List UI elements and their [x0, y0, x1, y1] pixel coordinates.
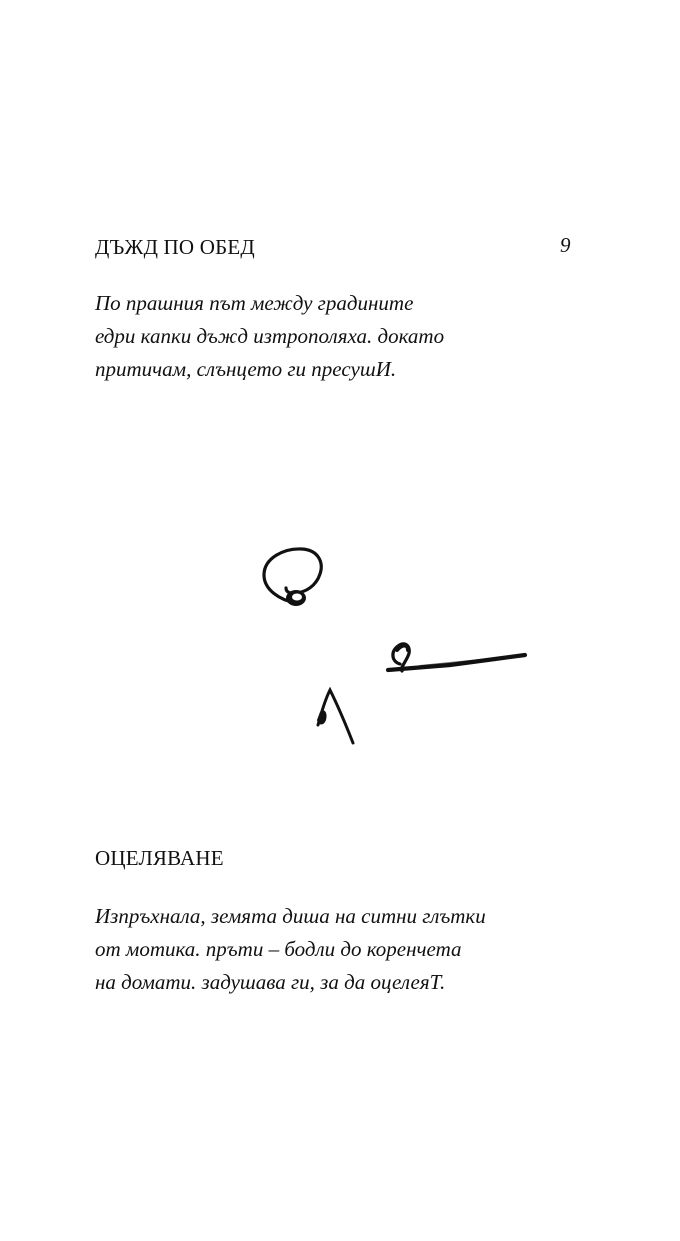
poem-line: на домати. задушава ги, за да оцелеяТ.	[95, 970, 446, 994]
poem-line: Изпръхнала, земята диша на ситни глътки	[95, 904, 486, 928]
poem-line: едри капки дъжд изтрополяха. докато	[95, 324, 445, 348]
poem-stanza-rain	[95, 287, 444, 386]
poem-title-survival: ОЦЕЛЯВАНЕ	[95, 846, 224, 870]
ink-sketch-icon	[250, 540, 540, 755]
poem-line: По прашния път между градините	[95, 291, 414, 315]
poem-line: от мотика. пръти – бодли до коренчета	[95, 937, 462, 961]
poem-line: притичам, слънцето ги пресушИ.	[95, 357, 397, 381]
poem-stanza-survival	[95, 900, 486, 999]
page-number: 9	[560, 233, 571, 257]
poem-title-rain: ДЪЖД ПО ОБЕД	[95, 235, 255, 259]
